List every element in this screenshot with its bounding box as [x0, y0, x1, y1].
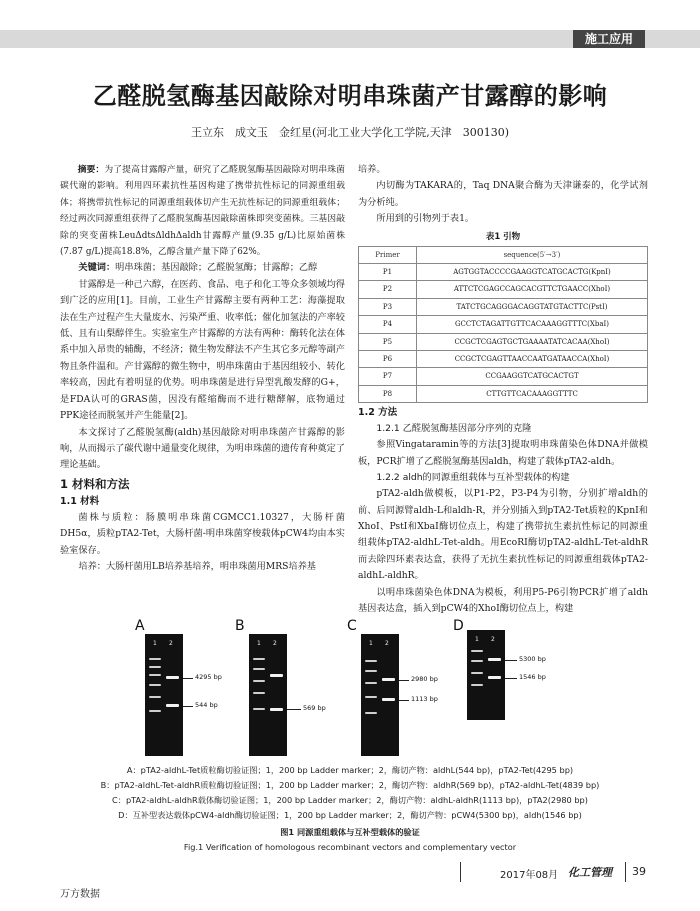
- panel-letter: B: [235, 618, 245, 634]
- primer-sequence: AGTGGTACCCCGAAGGTCATGCACTG(KpnI): [417, 264, 648, 281]
- lane-number: 2: [491, 636, 495, 643]
- gel-image: [145, 634, 183, 756]
- primer-name: P1: [359, 264, 417, 281]
- cont-paragraph-3: 所用到的引物列于表1。: [376, 213, 475, 225]
- ladder-band: [149, 684, 161, 686]
- keywords-text: 明串珠菌；基因敲除；乙醛脱氢酶；甘露醇；乙醇: [115, 262, 318, 274]
- ladder-band: [149, 658, 161, 660]
- keywords-label: 关键词：: [78, 262, 116, 274]
- table-row: [359, 385, 648, 402]
- primer-name: P4: [359, 316, 417, 333]
- band-size-label: 5300 bp: [519, 655, 546, 663]
- figure-title-cn: 图1 同源重组载体与互补型载体的验证: [280, 827, 420, 837]
- materials-paragraph-1: 菌株与质粒：肠膜明串珠菌CGMCC1.10327，大肠杆菌DH5α，质粒pTA2-Tet，大肠杆菌-明串珠菌穿梭载体pCW4均由本实验室保存。: [60, 511, 345, 556]
- gel-figure: [135, 618, 565, 758]
- heading-materials-methods: 1 材料和方法: [60, 476, 130, 491]
- materials-paragraph-2: 培养：大肠杆菌用LB培养基培养，明串珠菌用MRS培养基: [78, 560, 316, 572]
- ladder-band: [365, 682, 377, 684]
- article-title: 乙醛脱氢酶基因敲除对明串珠菌产甘露醇的影响: [92, 82, 608, 110]
- band-pointer: [287, 709, 301, 710]
- table-header-row: [359, 246, 648, 263]
- panel-letter: A: [135, 618, 145, 634]
- figure-caption-b: B：pTA2-aldhL-Tet-aldhR质粒酶切验证图；1，200 bp Ladder marker；2，酶切产物：aldhR(569 bp)，pTA2-aldhL-Tet(4839 bp): [100, 780, 600, 790]
- primer-name: P8: [359, 385, 417, 402]
- lane-number: 2: [385, 640, 389, 647]
- ladder-band: [253, 668, 265, 670]
- ladder-band: [149, 710, 161, 712]
- primer-sequence: CCGCTCGAGTGCTGAAAATATCACAA(XhoI): [417, 333, 648, 350]
- primer-name: P3: [359, 298, 417, 315]
- intro-paragraph-2: 本文探讨了乙醛脱氢酶(aldh)基因敲除对明串珠菌产甘露醇的影响，从而揭示了碳代谢中通量变化规律，为明串珠菌的遗传育种奠定了理论基础。: [60, 426, 345, 471]
- primer-sequence: CTTGTTCACAAAGGTTTC: [417, 385, 648, 402]
- primer-name: P5: [359, 333, 417, 350]
- figure-caption-c: C：pTA2-aldhL-aldhR载体酶切验证图；1，200 bp Ladder marker；2，酶切产物：aldhL-aldhR(1113 bp)，pTA2(2980 bp): [112, 795, 588, 805]
- gel-image: [467, 630, 505, 720]
- table-row: [359, 351, 648, 368]
- band-size-label: 1113 bp: [411, 695, 438, 703]
- band-pointer: [505, 660, 517, 661]
- product-band: [166, 676, 179, 679]
- product-band: [488, 658, 501, 661]
- band-pointer: [183, 706, 193, 707]
- primer-sequence: CCGAAGGTCATGCACTGT: [417, 368, 648, 385]
- primer-name: P2: [359, 281, 417, 298]
- clone-paragraph: 参照Vingataramin等的方法[3]提取明串珠菌染色体DNA并做模板，PCR扩增了乙醛脱氢酶基因aldh，构建了载体pTA2-aldh。: [358, 439, 648, 467]
- primer-sequence: ATTCTCGAGCCAGCACGTTCTGAACC(XhoI): [417, 281, 648, 298]
- lane-number: 1: [369, 640, 373, 647]
- lane-number: 1: [257, 640, 261, 647]
- abstract-text: 为了提高甘露醇产量，研究了乙醛脱氢酶基因敲除对明串珠菌碳代谢的影响。利用四环素抗性基因构建了携带抗性标记的同源重组载体；将携带抗性标记的同源重组载体切产生无抗性标记的同源重组载体；经过两次同源重组获得了乙醛脱氢酶基因敲除菌株即突变菌株。三基因敲除的突变菌株LeuΔdtsΔldhΔaldh甘露醇产量(9.35 g/L)比原始菌株(7.87 g/L)提高18.8%，乙醇含量产量下降了62%。: [60, 165, 345, 258]
- gel-panel-d: [453, 618, 553, 758]
- primer-name: P6: [359, 351, 417, 368]
- page-number: 39: [632, 865, 646, 878]
- ladder-band: [471, 650, 483, 652]
- ladder-band: [253, 658, 265, 660]
- source-watermark: 万方数据: [60, 889, 100, 900]
- primer-sequence: GCCTCTAGATTGTTCACAAAGGTTTC(XbaI): [417, 316, 648, 333]
- gel-panel-b: [235, 618, 335, 758]
- lane-number: 1: [475, 636, 479, 643]
- table-header-cell: sequence(5′→3′): [417, 246, 648, 263]
- footer-divider: [460, 862, 461, 882]
- ladder-band: [471, 684, 483, 686]
- heading-clone: 1.2.1 乙醛脱氢酶基因部分序列的克隆: [376, 423, 532, 435]
- left-column: [60, 162, 345, 575]
- ladder-band: [253, 680, 265, 682]
- gel-panel-a: [135, 618, 235, 758]
- table-row: [359, 264, 648, 281]
- ladder-band: [365, 660, 377, 662]
- band-pointer: [399, 700, 409, 701]
- band-size-label: 569 bp: [303, 704, 326, 712]
- band-size-label: 2980 bp: [411, 675, 438, 683]
- table-row: [359, 281, 648, 298]
- ladder-band: [365, 712, 377, 714]
- primer-sequence: TATCTGCAGGGACAGGTATGTACTTC(PstI): [417, 298, 648, 315]
- heading-vector: 1.2.2 aldh的同源重组载体与互补型载体的构建: [376, 472, 570, 484]
- figure-caption-a: A：pTA2-aldhL-Tet质粒酶切验证图；1，200 bp Ladder marker；2，酶切产物：aldhL(544 bp)，pTA2-Tet(4295 bp): [126, 765, 574, 775]
- band-pointer: [505, 678, 517, 679]
- table-row: [359, 368, 648, 385]
- table-row: [359, 316, 648, 333]
- product-band: [382, 698, 395, 701]
- primer-name: P7: [359, 368, 417, 385]
- cont-paragraph-1: 培养。: [358, 164, 386, 175]
- footer-date: 2017年08月: [500, 870, 559, 881]
- figure-title-en: Fig.1 Verification of homologous recombinant vectors and complementary vector: [183, 842, 517, 852]
- lane-number: 2: [273, 640, 277, 647]
- abstract: [60, 162, 345, 260]
- band-size-label: 1546 bp: [519, 673, 546, 681]
- intro-paragraph-1: 甘露醇是一种己六醇，在医药、食品、电子和化工等众多领域均得到广泛的应用[1]。目前，工业生产甘露醇主要有两种工艺：海藻提取法在生产过程产生大量废水、污染严重、收率低；催化加氢法的产率较低、且有山梨醇伴生。实验室生产甘露醇的方法有两种：酶转化法在体系中加入昂贵的辅酶，不经济；微生物发酵法不产生其它多元醇等副产物且条件温和。产甘露醇的微生物中，明串珠菌由于基因组较小、转化率较高，因此有着明显的优势。明串珠菌是进行异型乳酸发酵的G+，是FDA认可的GRAS菌，因没有醛缩酶而不进行糖酵解，底物通过PPK途径而脱氢并产生能量[2]。: [60, 278, 345, 422]
- keywords: [60, 260, 345, 276]
- table-caption: 表1 引物: [485, 231, 521, 242]
- abstract-label: 摘要：: [77, 165, 105, 175]
- table-row: [359, 333, 648, 350]
- ladder-band: [149, 666, 161, 668]
- heading-materials: 1.1 材料: [60, 495, 100, 507]
- panel-letter: C: [347, 618, 357, 634]
- band-pointer: [183, 678, 193, 679]
- vector-paragraph-1: pTA2-aldh做模板，以P1-P2，P3-P4为引物，分别扩增aldh的前、后同源臂aldh-L和aldh-R，并分别插入到pTA2-Tet质粒的KpnI和XhoI、PstI和XbaI酶切位点上，构建了携带抗生素抗性标记的同源重组载体pTA2-aldhL-Tet-aldh。用EcoRI酶切pTA2-aldhL-Tet-aldhR而去除四环素表达盒，获得了无抗生素抗性标记的同源重组载体pTA2-aldhL-aldhR。: [358, 488, 648, 582]
- right-column: [358, 162, 648, 617]
- ladder-band: [471, 672, 483, 674]
- gel-image: [361, 634, 399, 756]
- band-size-label: 4295 bp: [195, 673, 222, 681]
- section-tag: 施工应用: [573, 30, 645, 48]
- ladder-band: [365, 696, 377, 698]
- ladder-band: [471, 660, 483, 662]
- lane-number: 1: [153, 640, 157, 647]
- authors-line: 王立东 成文玉 金红星(河北工业大学化工学院,天津 300130): [190, 126, 510, 139]
- gel-image: [249, 634, 287, 756]
- table-row: [359, 298, 648, 315]
- panel-letter: D: [453, 618, 464, 634]
- product-band: [382, 678, 395, 681]
- footer-separator: [625, 862, 626, 882]
- footer-journal-name: 化工管理: [568, 866, 612, 879]
- ladder-band: [149, 674, 161, 676]
- primer-table: [358, 246, 648, 404]
- primer-sequence: CCGCTCGAGTTAACCAATGATAACCA(XhoI): [417, 351, 648, 368]
- figure-caption-d: D：互补型表达载体pCW4-aldh酶切验证图；1，200 bp Ladder marker；2，酶切产物：pCW4(5300 bp)，aldh(1546 bp): [118, 810, 582, 820]
- cont-paragraph-2: 内切酶为TAKARA的，Taq DNA聚合酶为天津谦泰的，化学试剂为分析纯。: [358, 180, 648, 208]
- table-header-cell: Primer: [359, 246, 417, 263]
- gel-panel-c: [347, 618, 447, 758]
- band-pointer: [399, 680, 409, 681]
- product-band: [488, 676, 501, 679]
- ladder-band: [253, 692, 265, 694]
- heading-methods: 1.2 方法: [358, 407, 398, 419]
- ladder-band: [149, 696, 161, 698]
- ladder-band: [365, 670, 377, 672]
- band-size-label: 544 bp: [195, 701, 218, 709]
- product-band: [166, 704, 179, 707]
- product-band: [270, 674, 283, 677]
- lane-number: 2: [169, 640, 173, 647]
- vector-paragraph-2: 以明串珠菌染色体DNA为模板，利用P5-P6引物PCR扩增了aldh基因表达盒，插入到pCW4的XhoI酶切位点上，构建: [358, 586, 648, 614]
- ladder-band: [253, 708, 265, 710]
- product-band: [270, 708, 283, 711]
